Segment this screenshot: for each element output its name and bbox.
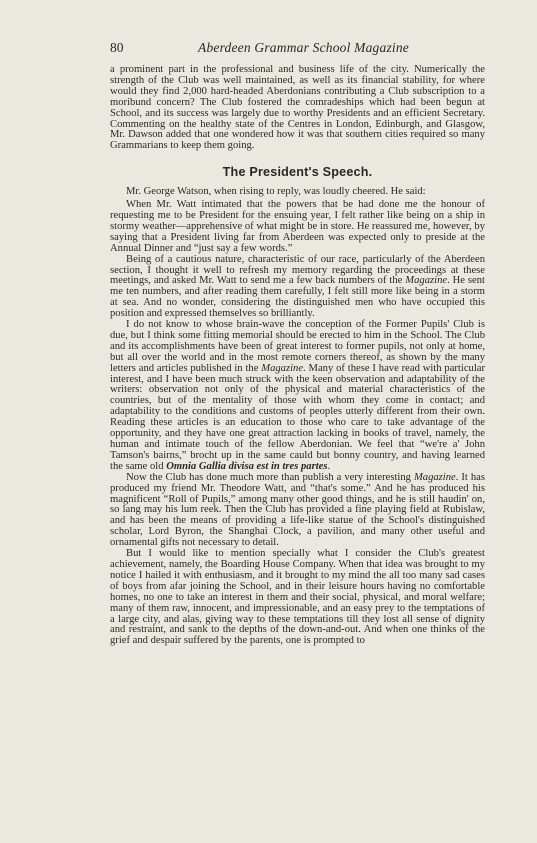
running-title: Aberdeen Grammar School Magazine (198, 40, 409, 55)
magazine-title-italic: Magazine (413, 471, 456, 483)
paragraph-text: Being of a cautious nature, characteristic of our race, particularly of the Aberdeen section, I thought it well to refresh my memory regarding the proceedings at these meetings, and asked Mr. Watt to send me a few back numbers of the (110, 253, 485, 287)
article-body (110, 65, 485, 647)
paragraph-opening: Mr. George Watson, when rising to reply, was loudly cheered. He said: (126, 186, 426, 198)
magazine-title-italic: Magazine (261, 362, 304, 374)
magazine-title-italic: Magazine (405, 275, 448, 287)
page-number: 80 (110, 40, 124, 55)
paragraph: But I would like to mention specially what I consider the Club's greatest achievement, namely, the Boarding House Company. When that idea was brought to my notice I hailed it with enthusiasm, and it brought to my mind the all too many sad cases of boys from afar joining the School, and in their leisure hours having no comfortable homes, no one to take an interest in them and their social, physical, and moral welfare; many of them raw, innocent, and impressionable, and an easy prey to the temptations of a large city, and alas, giving way to these temptations till they lost all sense of dignity and restraint, and sank to the depths of the down-and-out. And when one thinks of the grief and despair suffered by the parents, one is prompted to (110, 548, 485, 647)
latin-quote: Omnia Gallia divisa est in tres partes (166, 460, 328, 472)
paragraph-text: Now the Club has done much more than publish a very interesting (126, 471, 414, 483)
intro-paragraph: a prominent part in the professional and business life of the city. Numerically the strength of the Club was well maintained, as well as its financial stability, for where would they find 2,000 hard-headed Aberdonians contributing a Club subscription to a moribund concern? The Club fostered the comradeships which had been begun at School, and its success was largely due to worthy Presidents and an efficient Secretary. Commenting on the healthy state of the Centres in London, Edinburgh, and Glasgow, Mr. Dawson added that one wondered how it was that southern cities required so many Grammarians to keep them going. (110, 64, 485, 152)
paragraph (110, 255, 485, 320)
section-heading: The President's Speech. (222, 165, 373, 180)
paragraph: When Mr. Watt intimated that the powers that be had done me the honour of requesting me to be President for the ensuing year, I felt rather like being on a ship in stormy weather—apprehensive of what might be in store. He reassured me, however, by saying that a President living far from Aberdeen was expected only to preside at the Annual Dinner and “just say a few words.” (110, 199, 485, 254)
page-header (110, 40, 490, 60)
paragraph-text: . (327, 460, 331, 472)
paragraph (110, 473, 485, 549)
paragraph-text: . Many of these I have read with particular interest, and I have been much struck with the keen observation and adaptability of the writers: observation not only of the physical and material characteristics of the countries, but of the mentality of those with whom they come in contact; and adaptability to the conditions and customs of peoples utterly different from their own. Reading these articles is an education to those who care to take advantage of the opportunity, and they have one great attraction lacking in books of travel, namely, the human and intimate touch of the fellow Aberdonian. We feel that “we're a' John Tamson's bairns,” brocht up in the same cauld but bonny country, and having learned the same old (110, 362, 485, 472)
paragraph (110, 320, 485, 473)
paragraph-text: . He sent me ten numbers, and after reading them carefully, I felt still more like being in a storm at sea. And no wonder, considering the distinguished men who have occupied this position and expressed themselves so brilliantly. (110, 275, 485, 320)
paragraph-text: I do not know to whose brain-wave the conception of the Former Pupils' Club is due, but I think some fitting memorial should be erected to him in the School. The Club and its accomplishments have been of great interest to former pupils, not only at home, but all over the world and in the most remote corners thereof, as shown by the many letters and articles published in the (110, 319, 485, 374)
paragraph-text: . It has produced my friend Mr. Theodore Watt, and “that's some.” And he has produced his magnificent “Roll of Pupils,” among many other good things, and he is still haudin' on, so lang may his lum reek. Then the Club has provided a fine playing field at Rubislaw, and has been the means of providing a life-like statue of the School's distinguished scholar, Lord Byron, the Shanghai Clock, a pavilion, and many other useful and ornamental gifts not necessary to detail. (110, 471, 485, 549)
